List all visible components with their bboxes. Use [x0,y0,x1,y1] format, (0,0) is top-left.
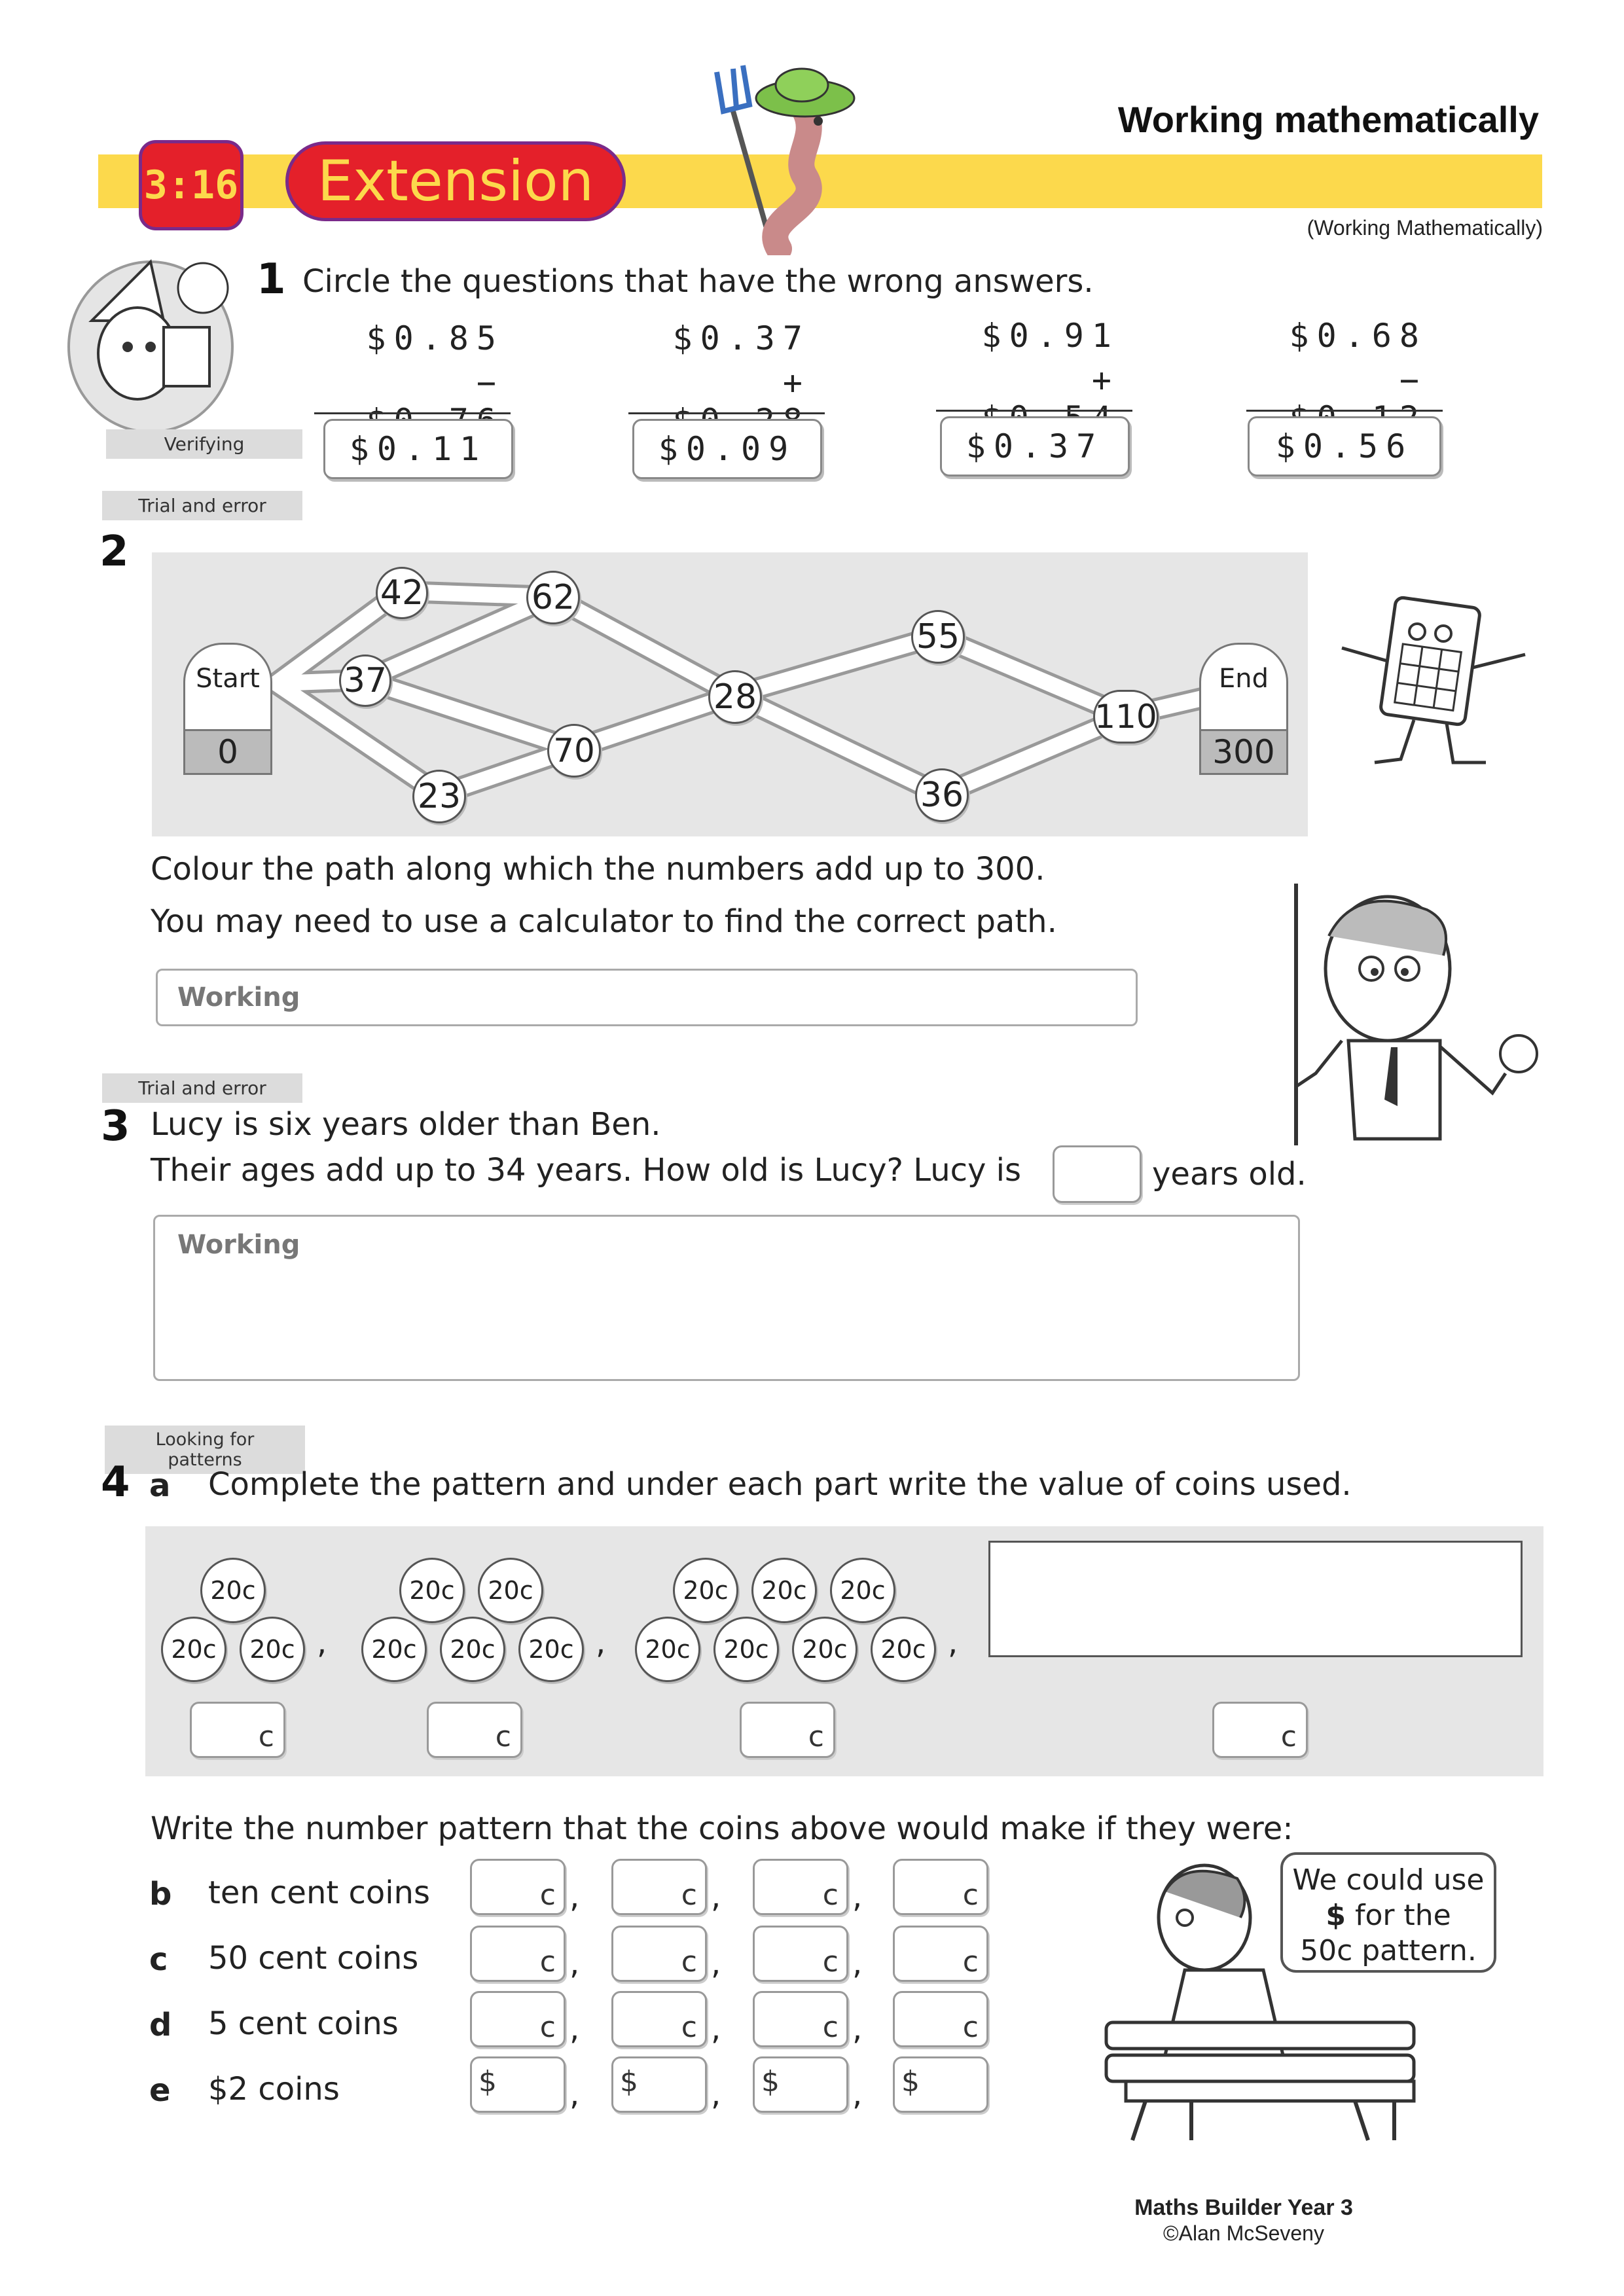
speech-bubble [1280,1852,1496,1973]
coin-20c: 20c [830,1558,895,1623]
sum-2-bottom: + [782,364,810,402]
part-c-label: 50 cent coins [208,1940,419,1977]
coin-20c: 20c [240,1617,305,1682]
part-c-box-2[interactable] [611,1926,707,1982]
unit-dollars: $ [620,2065,638,2098]
section-number-badge: 3:16 [139,140,244,230]
worm-farmer-illustration [694,59,864,255]
question-2-text-2: You may need to use a calculator to find the correct path. [151,903,1057,940]
skill-tag-verifying: Verifying [106,429,302,459]
row-comma: , [711,1878,721,1915]
coin-20c: 20c [751,1558,817,1623]
unit-cents: c [822,2011,839,2044]
skill-tag-trial-error-1: Trial and error [102,491,302,520]
speech-line-3: 50c pattern. [1300,1934,1477,1967]
path-puzzle-panel [152,552,1308,836]
part-c-box-4[interactable] [893,1926,988,1982]
row-comma: , [569,1945,580,1982]
row-comma: , [852,1878,863,1915]
part-c-box-3[interactable] [753,1926,848,1982]
extension-badge: Extension [285,141,626,221]
sum-1-answer[interactable]: $0.11 [323,419,513,479]
lucy-age-answer-box[interactable] [1053,1145,1142,1203]
skill-tag-trial-error-2: Trial and error [102,1073,302,1103]
end-label: End [1218,664,1269,694]
path-node-70[interactable]: 70 [547,724,601,778]
unit-cents: c [539,1878,556,1912]
pattern-value-box-1[interactable] [190,1702,285,1758]
pattern-value-box-2[interactable] [427,1702,522,1758]
sum-3-answer[interactable]: $0.37 [940,416,1130,476]
part-b-box-2[interactable] [611,1859,707,1915]
question-number-2: 2 [99,528,129,576]
part-d-box-3[interactable] [753,1991,848,2047]
coin-20c: 20c [399,1558,465,1623]
path-node-42[interactable]: 42 [376,567,428,619]
part-d-box-4[interactable] [893,1991,988,2047]
boy-with-pointer-illustration [1257,877,1564,1152]
part-c-letter: c [149,1941,168,1978]
skill-tag-patterns: Looking for patterns [105,1426,305,1474]
part-e-box-2[interactable] [611,2056,707,2113]
sum-1-line [314,412,511,414]
unit-cents: c [258,1720,274,1753]
sum-2-line [628,412,825,414]
part-b-box-3[interactable] [753,1859,848,1915]
pattern-comma: , [948,1624,958,1661]
question-number-3: 3 [101,1102,130,1151]
unit-dollars: $ [761,2065,780,2098]
sum-3-line [936,410,1132,412]
pattern-comma: , [317,1624,327,1661]
coin-20c: 20c [478,1558,543,1623]
row-comma: , [852,2011,863,2047]
footer-copyright: ©Alan McSeveny [1163,2221,1324,2245]
calculator-character-illustration [1316,589,1551,772]
part-c-box-1[interactable] [470,1926,566,1982]
sum-2-top: $0.37 [672,319,810,357]
question-2-working-box[interactable] [156,969,1138,1026]
row-comma: , [569,2011,580,2047]
row-comma: , [711,2076,721,2113]
path-node-62[interactable]: 62 [526,571,580,624]
row-comma: , [711,1945,721,1982]
part-e-box-4[interactable] [893,2056,988,2113]
part-b-label: ten cent coins [208,1874,430,1911]
unit-cents: c [962,1878,979,1912]
part-e-box-3[interactable] [753,2056,848,2113]
sum-4-line [1246,410,1443,412]
part-a-text: Complete the pattern and under each part write the value of coins used. [208,1466,1352,1503]
part-d-label: 5 cent coins [208,2005,399,2042]
part-b-box-4[interactable] [893,1859,988,1915]
unit-cents: c [681,2011,697,2044]
unit-cents: c [962,1945,979,1979]
coin-20c: 20c [161,1617,226,1682]
question-3-line-2: Their ages add up to 34 years. How old is Lucy? Lucy is [151,1152,1022,1189]
coin-pattern-panel [145,1526,1543,1776]
coin-20c: 20c [792,1617,857,1682]
path-node-55[interactable]: 55 [911,610,965,664]
question-3-working-label: Working [177,1230,300,1260]
pattern-comma: , [596,1624,606,1661]
part-d-box-1[interactable] [470,1991,566,2047]
coin-20c: 20c [871,1617,936,1682]
row-comma: , [711,2011,721,2047]
unit-cents: c [495,1720,511,1753]
unit-cents: c [1280,1720,1297,1753]
start-label: Start [196,664,260,694]
sum-4-top: $0.68 [1289,317,1427,355]
pattern-value-box-3[interactable] [740,1702,835,1758]
part-e-box-1[interactable] [470,2056,566,2113]
sum-3-bottom: + [1091,361,1119,399]
unit-cents: c [539,2011,556,2044]
page-title: Working mathematically [1117,99,1539,140]
next-pattern-drawing-box[interactable] [988,1541,1523,1657]
unit-dollars: $ [901,2065,920,2098]
part-b-letter: b [149,1876,172,1912]
unit-cents: c [681,1945,697,1979]
part-b-box-1[interactable] [470,1859,566,1915]
part-d-letter: d [149,2007,172,2043]
part-e-letter: e [149,2072,171,2109]
unit-cents: c [822,1945,839,1979]
unit-cents: c [822,1878,839,1912]
unit-cents: c [681,1878,697,1912]
path-node-23[interactable]: 23 [412,770,466,823]
page-subtitle: (Working Mathematically) [1307,216,1543,240]
speech-line-2-rest: for the [1345,1899,1451,1932]
thinking-character-illustration [52,249,236,439]
coin-20c: 20c [673,1558,738,1623]
row-comma: , [852,1945,863,1982]
coin-20c: 20c [518,1617,584,1682]
path-node-37[interactable]: 37 [339,655,391,707]
row-comma: , [569,2076,580,2113]
question-3-suffix: years old. [1152,1156,1307,1193]
sum-2-answer[interactable]: $0.09 [632,419,822,479]
path-node-110[interactable]: 110 [1093,690,1159,744]
question-number-1: 1 [257,255,286,304]
question-2-working-label: Working [177,982,300,1013]
sum-3-top: $0.91 [981,317,1119,355]
part-a-letter: a [149,1467,171,1504]
sum-4-bottom: − [1399,361,1427,399]
part-e-label: $2 coins [208,2071,340,2108]
part-d-box-2[interactable] [611,1991,707,2047]
coin-20c: 20c [713,1617,779,1682]
sum-4-answer[interactable]: $0.56 [1248,416,1441,476]
sum-1-top: $0.85 [366,319,504,357]
pattern-value-box-4[interactable] [1212,1702,1308,1758]
pattern-instruction: Write the number pattern that the coins above would make if they were: [151,1810,1293,1847]
unit-cents: c [962,2011,979,2044]
unit-dollars: $ [478,2065,497,2098]
unit-cents: c [539,1945,556,1979]
path-node-28[interactable]: 28 [708,670,762,724]
speech-dollar-symbol: $ [1326,1899,1346,1932]
coin-20c: 20c [635,1617,700,1682]
question-1-text: Circle the questions that have the wrong answers. [302,263,1094,300]
sum-1-bottom: − [476,364,504,402]
question-number-4: 4 [101,1458,130,1507]
coin-20c: 20c [440,1617,505,1682]
row-comma: , [852,2076,863,2113]
question-3-working-box[interactable] [153,1215,1300,1381]
start-value: 0 [183,729,272,775]
footer-book-title: Maths Builder Year 3 [1134,2195,1353,2220]
speech-line-1: We could use [1292,1863,1485,1897]
unit-cents: c [808,1720,824,1753]
row-comma: , [569,1878,580,1915]
end-value: 300 [1199,729,1288,775]
question-3-line-1: Lucy is six years older than Ben. [151,1106,661,1143]
path-node-36[interactable]: 36 [915,768,969,822]
question-2-text-1: Colour the path along which the numbers add up to 300. [151,851,1045,888]
coin-20c: 20c [200,1558,266,1623]
speech-line-2 [1283,1898,1494,1933]
coin-20c: 20c [361,1617,427,1682]
